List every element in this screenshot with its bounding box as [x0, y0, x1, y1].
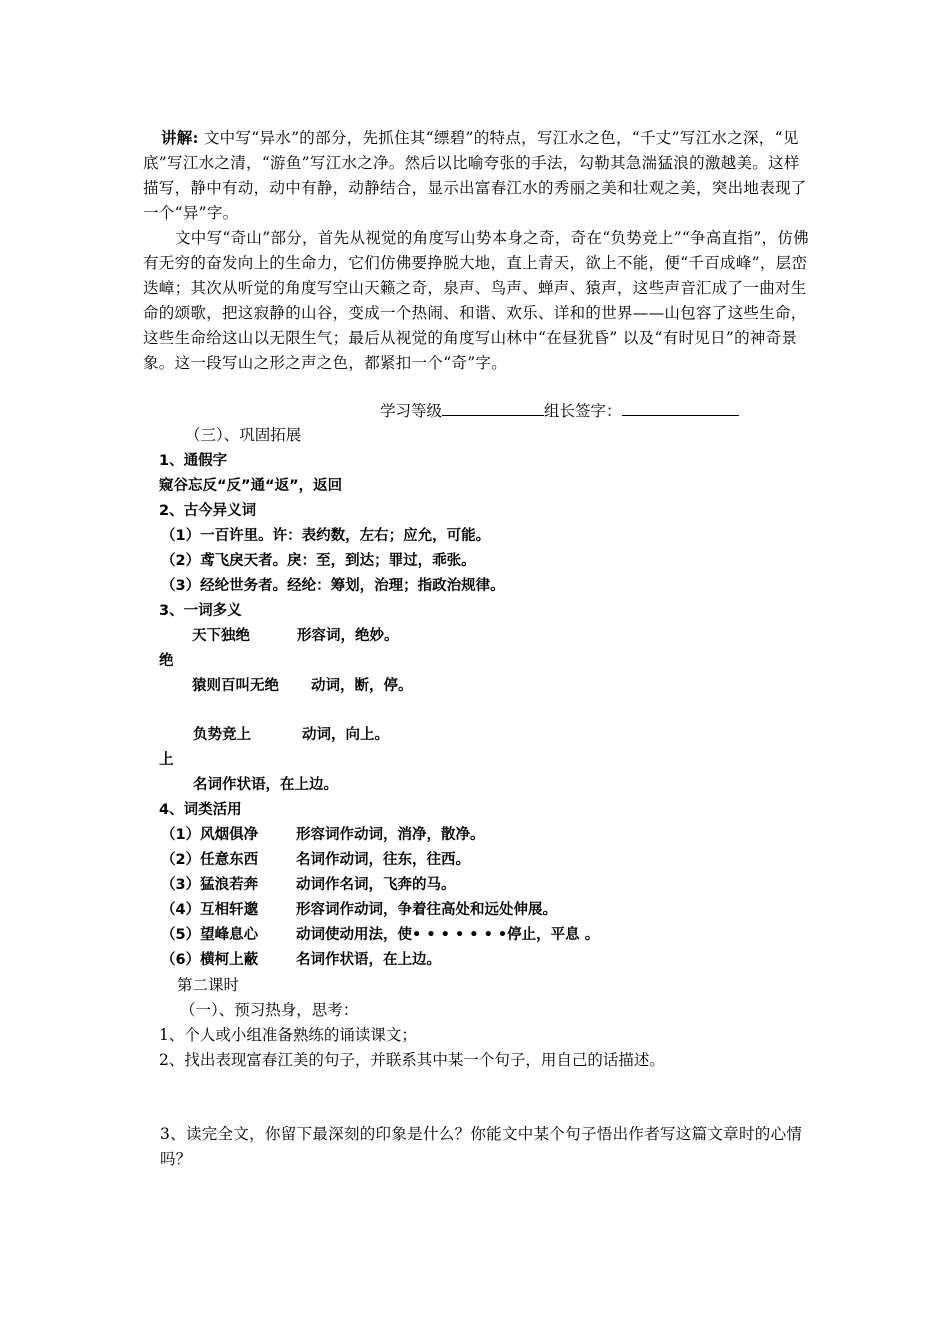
shang-character: 上 [159, 752, 174, 768]
grade-level-label: 学习等级 [380, 402, 443, 420]
heading-huoyong: 4、词类活用 [159, 802, 242, 818]
huoyong-num: （3） [161, 877, 201, 893]
heading-gujin: 2、古今异义词 [159, 503, 257, 519]
huoyong-meaning: 形容词作动词，消净，散净。 [296, 827, 485, 843]
huoyong-phrase: 互相轩邈 [200, 902, 259, 918]
huoyong-meaning: 名词作状语，在上边。 [296, 952, 441, 968]
huoyong-row [161, 874, 258, 896]
gujin-item-1: （1）一百许里。许：表约数，左右；应允，可能。 [161, 528, 491, 544]
grade-level-blank[interactable] [442, 400, 544, 416]
gujin-item-3: （3）经纶世务者。经纶：筹划，治理；指政治规律。 [161, 578, 505, 594]
question-1: 1、个人或小组准备熟练的诵读课文； [159, 1026, 417, 1044]
jue-character: 绝 [159, 653, 174, 669]
shang-meaning-1: 动词，向上。 [302, 727, 389, 743]
grade-sign-line [380, 400, 739, 422]
huoyong-phrase: 任意东西 [200, 852, 259, 868]
huoyong-meaning: 动词使动用法，使• • • • • • •停止，平息 。 [296, 927, 600, 943]
huoyong-phrase: 横柯上蔽 [200, 952, 259, 968]
tongjia-item: 窥谷忘反“反”通“返”，返回 [159, 478, 343, 494]
explanation-paragraph-2: 文中写“奇山”部分，首先从视觉的角度写山势本身之奇，奇在“负势竞上”“争高直指”，仿佛有无穷的奋发向上的生命力，它们仿佛要挣脱大地，直上青天，欲上不能，便“千百成峰”，层峦迭嶂；其次从听觉的角度写空山天籁之奇，泉声、鸟声、蝉声、猿声，这些声音汇成了一曲对生命的颂歌，把这寂静的山谷，变成一个热闹、和谐、欢乐、详和的世界——山包容了这些生命，这些生命给这山以无限生气；最后从视觉的角度写山林中“在昼犹昏” 以及“有时见日”的神奇景象。这一段写山之形之声之色，都紧扣一个“奇”字。 [143, 229, 809, 372]
huoyong-row [161, 849, 258, 871]
explanation-paragraph-1 [143, 125, 811, 226]
huoyong-meaning: 形容词作动词，争着往高处和远处伸展。 [296, 902, 557, 918]
huoyong-meaning: 动词作名词，飞奔的马。 [296, 877, 456, 893]
huoyong-num: （6） [161, 952, 201, 968]
huoyong-phrase: 望峰息心 [200, 927, 259, 943]
shang-meaning-2: 名词作状语，在上边。 [193, 777, 338, 793]
gujin-item-2: （2）鸢飞戾天者。戾：至，到达；罪过，乖张。 [161, 553, 476, 569]
huoyong-phrase: 猛浪若奔 [200, 877, 259, 893]
lesson-2-subheading: （一）、预习热身，思考： [180, 1001, 359, 1019]
jue-meaning-2: 动词，断，停。 [311, 678, 413, 694]
huoyong-row [161, 949, 258, 971]
shang-phrase-1: 负势竞上 [193, 727, 251, 743]
question-2: 2、找出表现富春江美的句子，并联系其中某一个句子，用自己的话描述。 [159, 1051, 665, 1069]
explanation-label: 讲解: [161, 128, 199, 147]
jue-phrase-2: 猿则百叫无绝 [192, 678, 279, 694]
huoyong-num: （2） [161, 852, 201, 868]
heading-yiciduoyi: 3、一词多义 [159, 603, 242, 619]
jue-meaning-1: 形容词，绝妙。 [297, 628, 399, 644]
section-3-title: （三）、巩固拓展 [185, 426, 302, 444]
question-3: 3、读完全文，你留下最深刻的印象是什么？你能文中某个句子悟出作者写这篇文章时的心情吗？ [160, 1125, 803, 1168]
huoyong-row [161, 924, 258, 946]
explanation-text-1: 文中写“异水”的部分，先抓住其“缥碧”的特点，写江水之色，“千丈”写江水之深，“见底”写江水之清，“游鱼”写江水之净。然后以比喻夸张的手法，勾勒其急湍猛浪的激越美。这样描写，静中有动，动中有静，动静结合，显示出富春江水的秀丽之美和壮观之美，突出地表现了一个“异”字。 [143, 129, 807, 222]
huoyong-num: （4） [161, 902, 201, 918]
huoyong-row [161, 824, 258, 846]
heading-tongjia: 1、通假字 [159, 453, 228, 469]
group-leader-sign-blank[interactable] [622, 400, 739, 416]
huoyong-num: （1） [161, 827, 201, 843]
huoyong-meaning: 名词作动词，往东，往西。 [296, 852, 470, 868]
jue-phrase-1: 天下独绝 [192, 628, 250, 644]
huoyong-phrase: 风烟俱净 [200, 827, 259, 843]
huoyong-num: （5） [161, 927, 201, 943]
group-leader-sign-label: 组长签字： [544, 402, 622, 420]
lesson-2-title: 第二课时 [177, 976, 240, 994]
huoyong-row [161, 899, 258, 921]
